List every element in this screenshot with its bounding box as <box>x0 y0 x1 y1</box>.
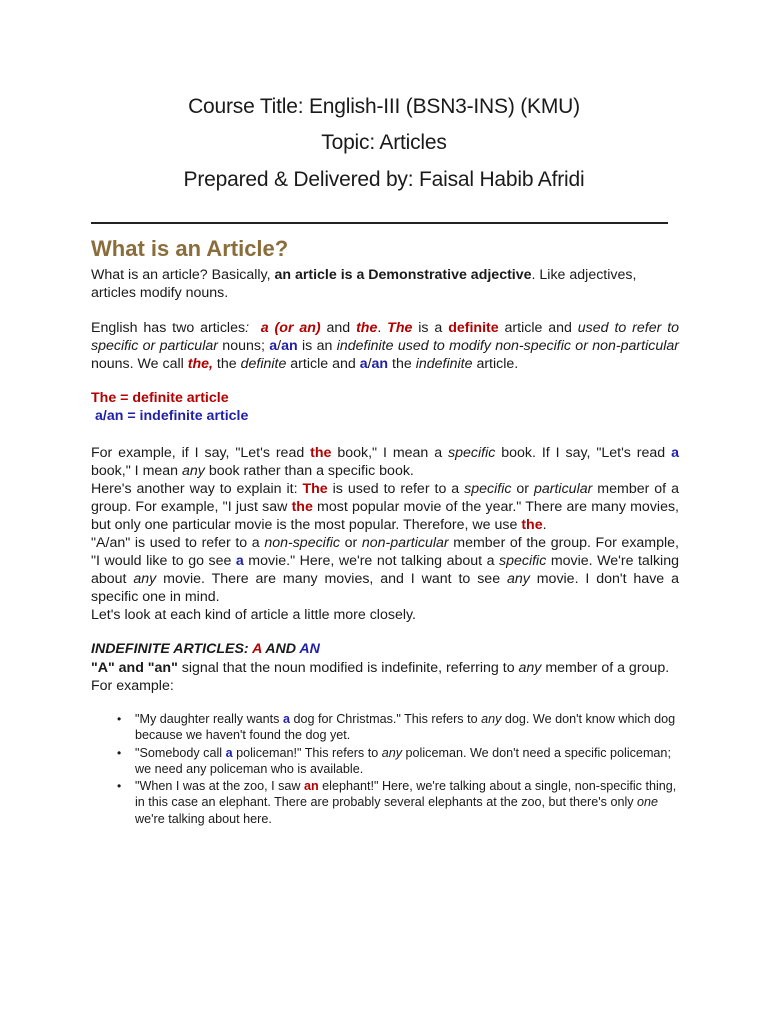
course-title: Course Title: English-III (BSN3-INS) (KMU) <box>188 95 580 118</box>
bullet-icon: • <box>117 712 122 726</box>
section-heading: What is an Article? <box>91 236 289 261</box>
example-list <box>91 711 681 828</box>
paragraph-two-articles: English has two articles: a (or an) and the. The is a definite article and used to refer to specific or particular nouns; a/an is an indefinite used to modify non-specific or non-particular nouns. We call the, the definite article and a/an the indefinite article. <box>91 320 680 372</box>
list-item: • "When I was at the zoo, I saw an elephant!" Here, we're talking about a single, non-specific thing, in this case an elephant. There are probably several elephants at the zoo, but there's only one we're talking about here. <box>117 779 677 826</box>
indefinite-articles-heading: INDEFINITE ARTICLES: A AND AN <box>91 641 320 657</box>
separator-rule <box>91 222 668 224</box>
paragraph-a-an: "A" and "an" signal that the noun modified is indefinite, referring to any member of a group. For example: <box>91 660 670 694</box>
indefinite-definition: a/an = indefinite article <box>95 408 249 424</box>
list-item: • "My daughter really wants a dog for Christmas." This refers to any dog. We don't know which dog because we haven't found the dog yet. <box>117 712 676 743</box>
author-line: Prepared & Delivered by: Faisal Habib Afridi <box>183 168 585 191</box>
topic-title: Topic: Articles <box>321 131 447 154</box>
paragraph-examples: For example, if I say, "Let's read the book," I mean a specific book. If I say, "Let's read a book," I mean any book rather than a specific book. Here's another way to explain it: The is used to refer to a specific or particular member of a group. For example, "I just saw the most popular movie of the year." There are many movies, but only one particular movie is the most popular. Therefore, we use the. "A/an" is used to refer to a non-specific or non-particular member of the group. For example, "I would like to go see a movie." Here, we're not talking about a specific movie. We're talking about any movie. There are many movies, and I want to see any movie. I don't have a specific one in mind. Let's look at each kind of article a little more closely. <box>91 445 679 623</box>
list-item: • "Somebody call a policeman!" This refers to any policeman. We don't need a specific policeman; we need any policeman who is available. <box>117 745 671 776</box>
bullet-icon: • <box>117 745 122 760</box>
paragraph-intro: What is an article? Basically, an article is a Demonstrative adjective. Like adjectives, articles modify nouns. <box>91 267 637 301</box>
definite-definition: The = definite article <box>91 390 229 406</box>
bullet-icon: • <box>117 779 122 794</box>
